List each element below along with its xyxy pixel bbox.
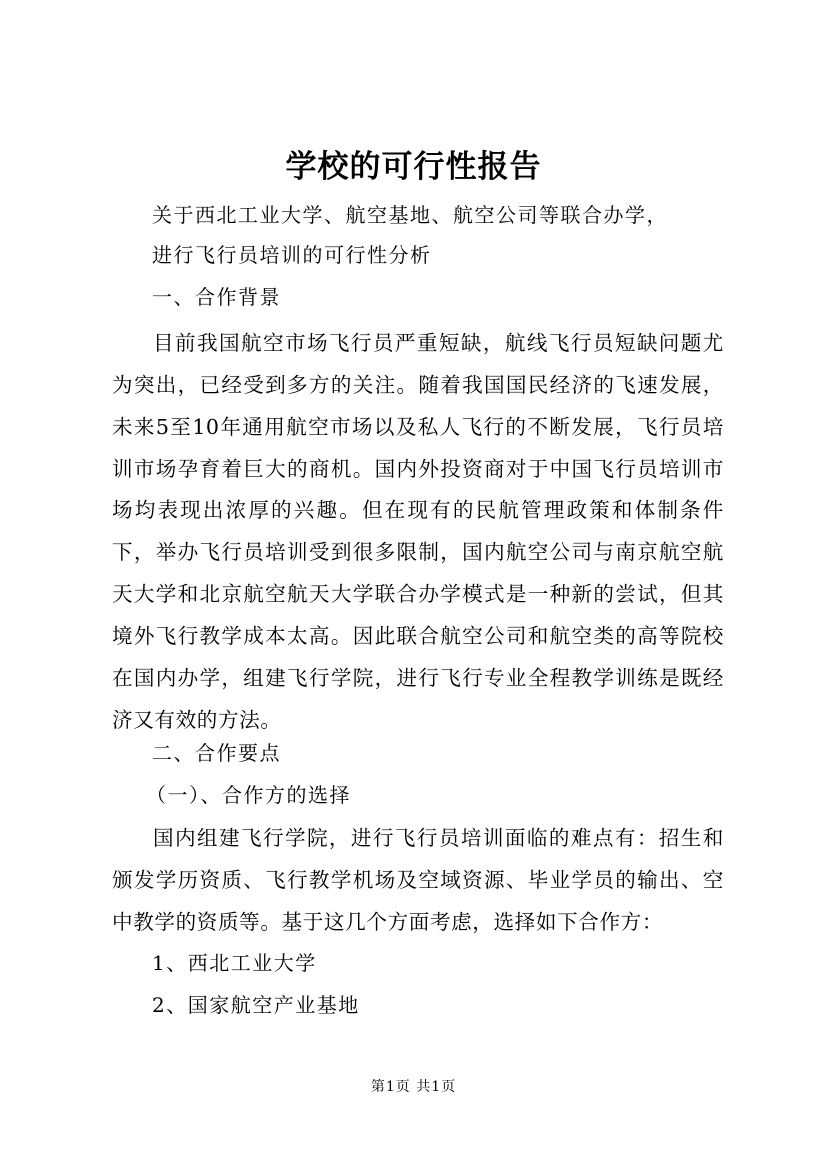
page-number-footer: 第1页 共1页 bbox=[370, 1079, 457, 1095]
subtitle-line-1: 关于西北工业大学、航空基地、航空公司等联合办学， bbox=[152, 203, 668, 227]
section-1-heading: 一、合作背景 bbox=[152, 285, 281, 309]
section-2-heading: 二、合作要点 bbox=[152, 741, 281, 765]
subsection-1-heading: （一）、合作方的选择 bbox=[146, 783, 351, 807]
document-title: 学校的可行性报告 bbox=[285, 149, 542, 185]
list-item-1: 1、西北工业大学 bbox=[152, 951, 317, 975]
section-1-paragraph: 目前我国航空市场飞行员严重短缺，航线飞行员短缺问题尤为突出，已经受到多方的关注。随着我国国民经济的飞速发展，未来5至10年通用航空市场以及私人飞行的不断发展，飞行员培训市场孕育着巨大的商机。国内外投资商对于中国飞行员培训市场均表现出浓厚的兴趣。但在现有的民航管理政策和体制条件下，举办飞行员培训受到很多限制，国内航空公司与南京航空航天大学和北京航空航天大学联合办学模式是一种新的尝试，但其境外飞行教学成本太高。因此联合航空公司和航空类的高等院校在国内办学，组建飞行学院，进行飞行专业全程教学训练是既经济又有效的方法。 bbox=[112, 331, 724, 732]
subsection-1-paragraph: 国内组建飞行学院，进行飞行员培训面临的难点有：招生和颁发学历资质、飞行教学机场及空域资源、毕业学员的输出、空中教学的资质等。基于这几个方面考虑，选择如下合作方： bbox=[112, 826, 724, 934]
list-item-2: 2、国家航空产业基地 bbox=[152, 993, 360, 1017]
subtitle-line-2: 进行飞行员培训的可行性分析 bbox=[152, 243, 432, 267]
